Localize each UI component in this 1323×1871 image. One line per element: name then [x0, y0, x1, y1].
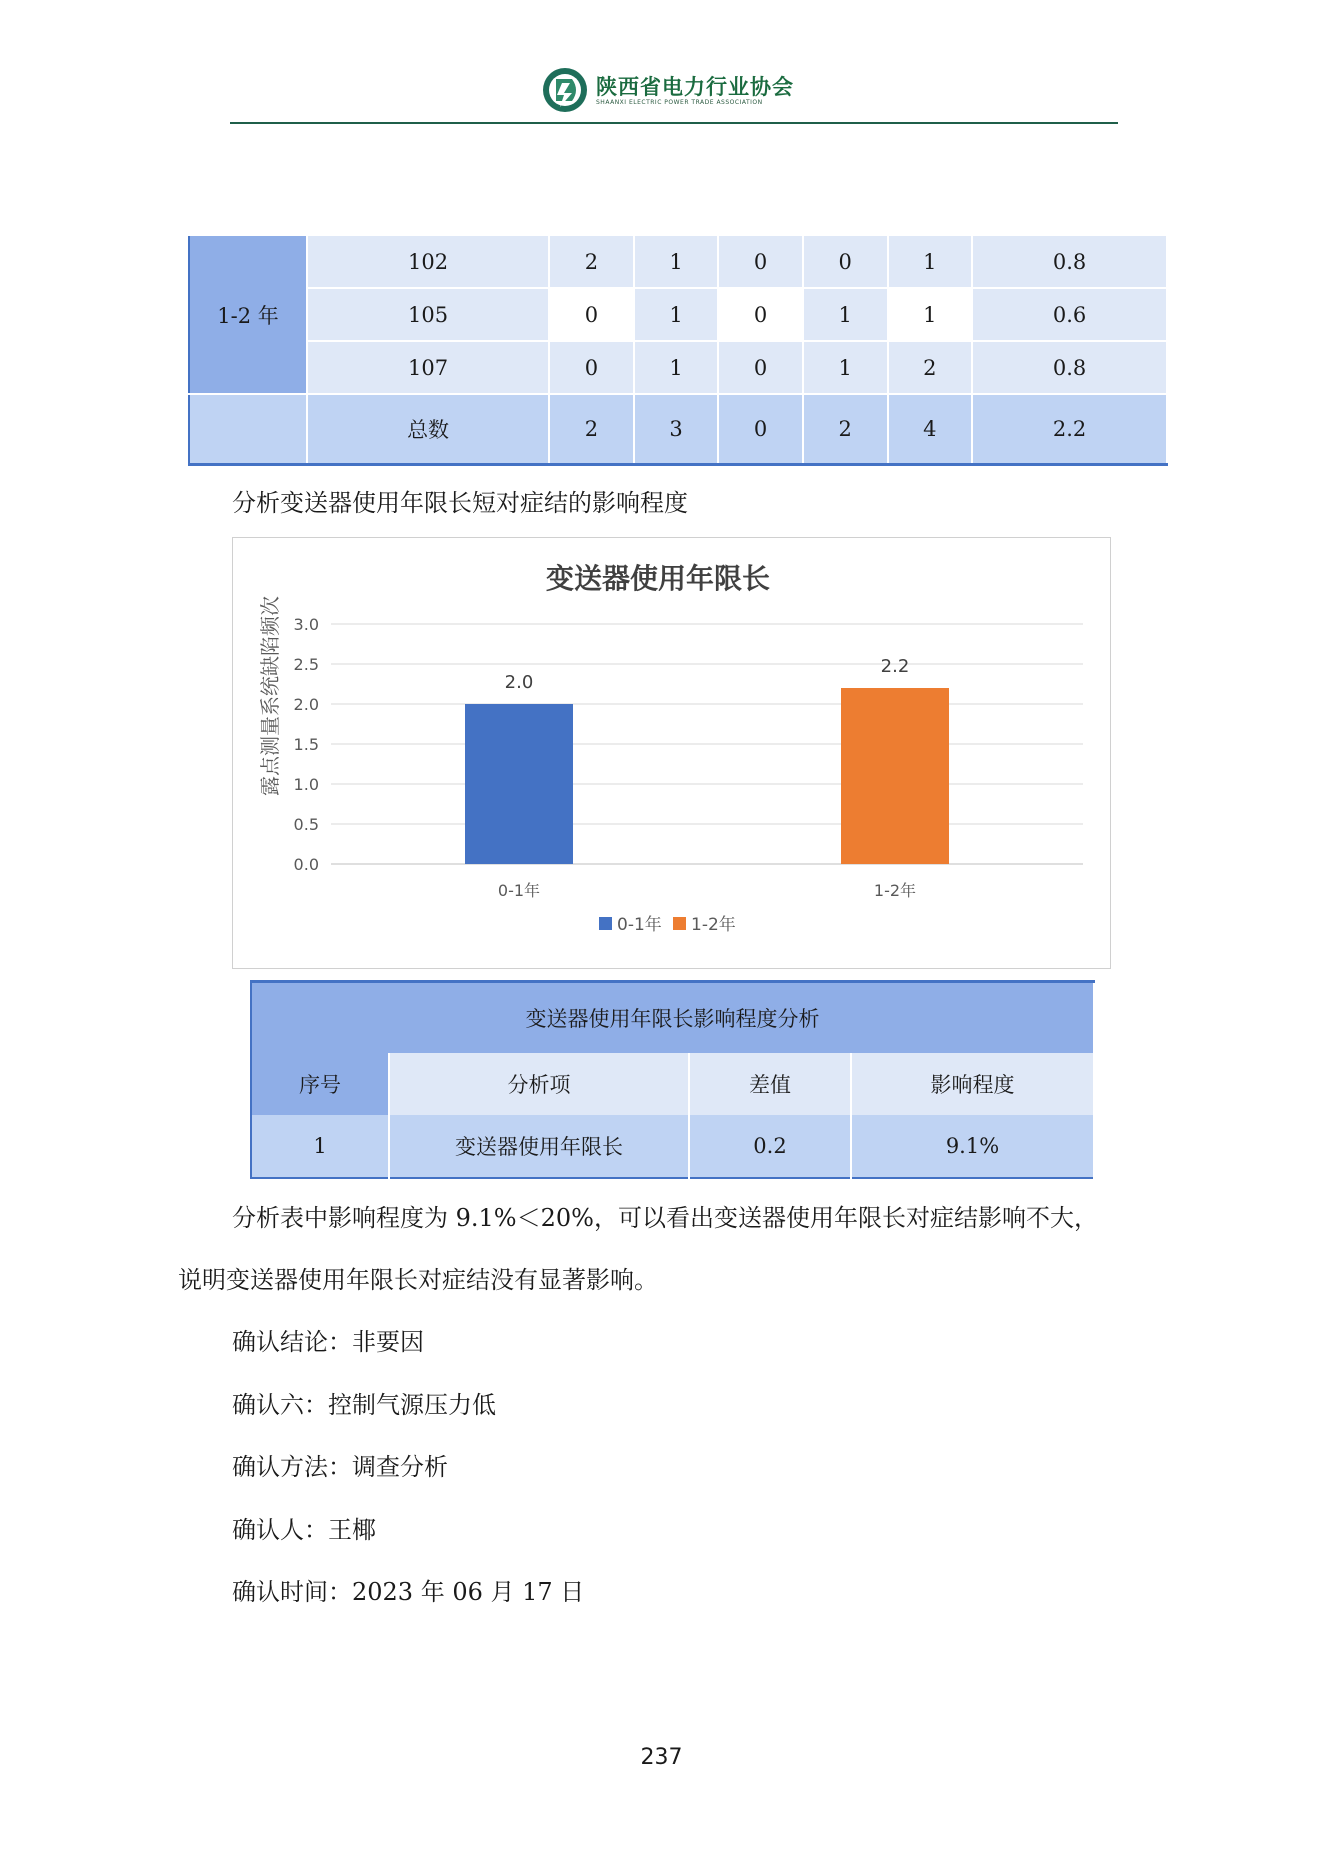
person-text: 确认人：王椰: [232, 1516, 376, 1544]
intro-text: 分析变送器使用年限长短对症结的影响程度: [232, 489, 688, 517]
table-title: 变送器使用年限长影响程度分析: [251, 982, 1094, 1054]
table-cell: 1: [803, 288, 888, 341]
table-cell: 9.1%: [851, 1115, 1094, 1178]
method-text: 确认方法：调查分析: [232, 1453, 448, 1481]
table-cell: 0: [718, 394, 803, 465]
data-label: 2.2: [880, 656, 910, 677]
table-cell: 0.8: [972, 341, 1167, 394]
column-header: 影响程度: [851, 1053, 1094, 1115]
total-row: [189, 394, 1167, 465]
conclusion-text: 确认结论：非要因: [232, 1328, 424, 1356]
table-cell: 1: [888, 236, 973, 288]
org-name-cn: 陕西省电力行业协会: [596, 74, 794, 99]
analysis-text-line1: 分析表中影响程度为 9.1%＜20%，可以看出变送器使用年限长对症结影响不大，: [232, 1204, 1098, 1232]
table-cell: 0.2: [689, 1115, 851, 1178]
table-cell: 0: [718, 236, 803, 288]
table-cell: 0: [803, 236, 888, 288]
y-tick-label: 2.5: [293, 655, 319, 674]
table-cell: 1: [888, 288, 973, 341]
table-row: [251, 1115, 1094, 1178]
table-cell: 2: [803, 394, 888, 465]
legend-swatch: [599, 917, 612, 930]
association-logo-icon: [542, 67, 588, 113]
column-header: 差值: [689, 1053, 851, 1115]
table-cell: 107: [307, 341, 549, 394]
legend-label: 0-1年: [617, 915, 662, 935]
bar: [841, 688, 949, 864]
defect-stats-table: [188, 236, 1168, 466]
x-tick-label: 0-1年: [497, 881, 541, 900]
item6-text: 确认六：控制气源压力低: [232, 1391, 496, 1419]
table-cell: 4: [888, 394, 973, 465]
analysis-text-line2: 说明变送器使用年限长对症结没有显著影响。: [178, 1266, 658, 1294]
column-header: 序号: [251, 1053, 389, 1115]
total-label: 总数: [307, 394, 549, 465]
table-cell: 1: [634, 236, 719, 288]
y-tick-label: 0.0: [293, 855, 319, 874]
group-label: 1-2 年: [189, 236, 307, 394]
bar: [465, 704, 573, 864]
y-axis-label: 露点测量系统缺陷频次: [258, 596, 282, 796]
table-cell: 0: [549, 288, 634, 341]
legend-label: 1-2年: [691, 915, 736, 935]
y-tick-label: 1.0: [293, 775, 319, 794]
table-cell: 2: [888, 341, 973, 394]
y-tick-label: 1.5: [293, 735, 319, 754]
table-cell: 0: [549, 341, 634, 394]
table-cell: 0: [718, 288, 803, 341]
table-cell: [189, 394, 307, 465]
table-title-row: [251, 982, 1094, 1054]
table-cell: 1: [803, 341, 888, 394]
x-tick-label: 1-2年: [873, 881, 917, 900]
y-tick-label: 2.0: [293, 695, 319, 714]
table-cell: 2: [549, 394, 634, 465]
table-cell: 0.8: [972, 236, 1167, 288]
table-cell: 105: [307, 288, 549, 341]
data-label: 2.0: [504, 672, 534, 693]
table-cell: 变送器使用年限长: [389, 1115, 689, 1178]
org-logo: [542, 66, 794, 114]
column-header: 分析项: [389, 1053, 689, 1115]
time-text: 确认时间：2023 年 06 月 17 日: [232, 1578, 585, 1606]
impact-analysis-table: [250, 980, 1095, 1179]
table-cell: 0: [718, 341, 803, 394]
chart-svg: [233, 538, 1110, 968]
table-cell: 1: [634, 341, 719, 394]
table-header-row: [251, 1053, 1094, 1115]
chart-title: 变送器使用年限长: [545, 562, 771, 595]
y-tick-label: 3.0: [293, 615, 319, 634]
table-cell: 3: [634, 394, 719, 465]
table-row: [189, 288, 1167, 341]
page-header: [230, 64, 1118, 124]
table-row: [189, 341, 1167, 394]
table-row: [189, 236, 1167, 288]
page-number: 237: [640, 1745, 683, 1770]
legend-swatch: [673, 917, 686, 930]
table-cell: 1: [634, 288, 719, 341]
table-cell: 2: [549, 236, 634, 288]
table-cell: 0.6: [972, 288, 1167, 341]
org-name-en: SHAANXI ELECTRIC POWER TRADE ASSOCIATION: [596, 98, 763, 106]
table-cell: 2.2: [972, 394, 1167, 465]
bar-chart: [232, 537, 1111, 969]
y-tick-label: 0.5: [293, 815, 319, 834]
table-cell: 102: [307, 236, 549, 288]
table-cell: 1: [251, 1115, 389, 1178]
